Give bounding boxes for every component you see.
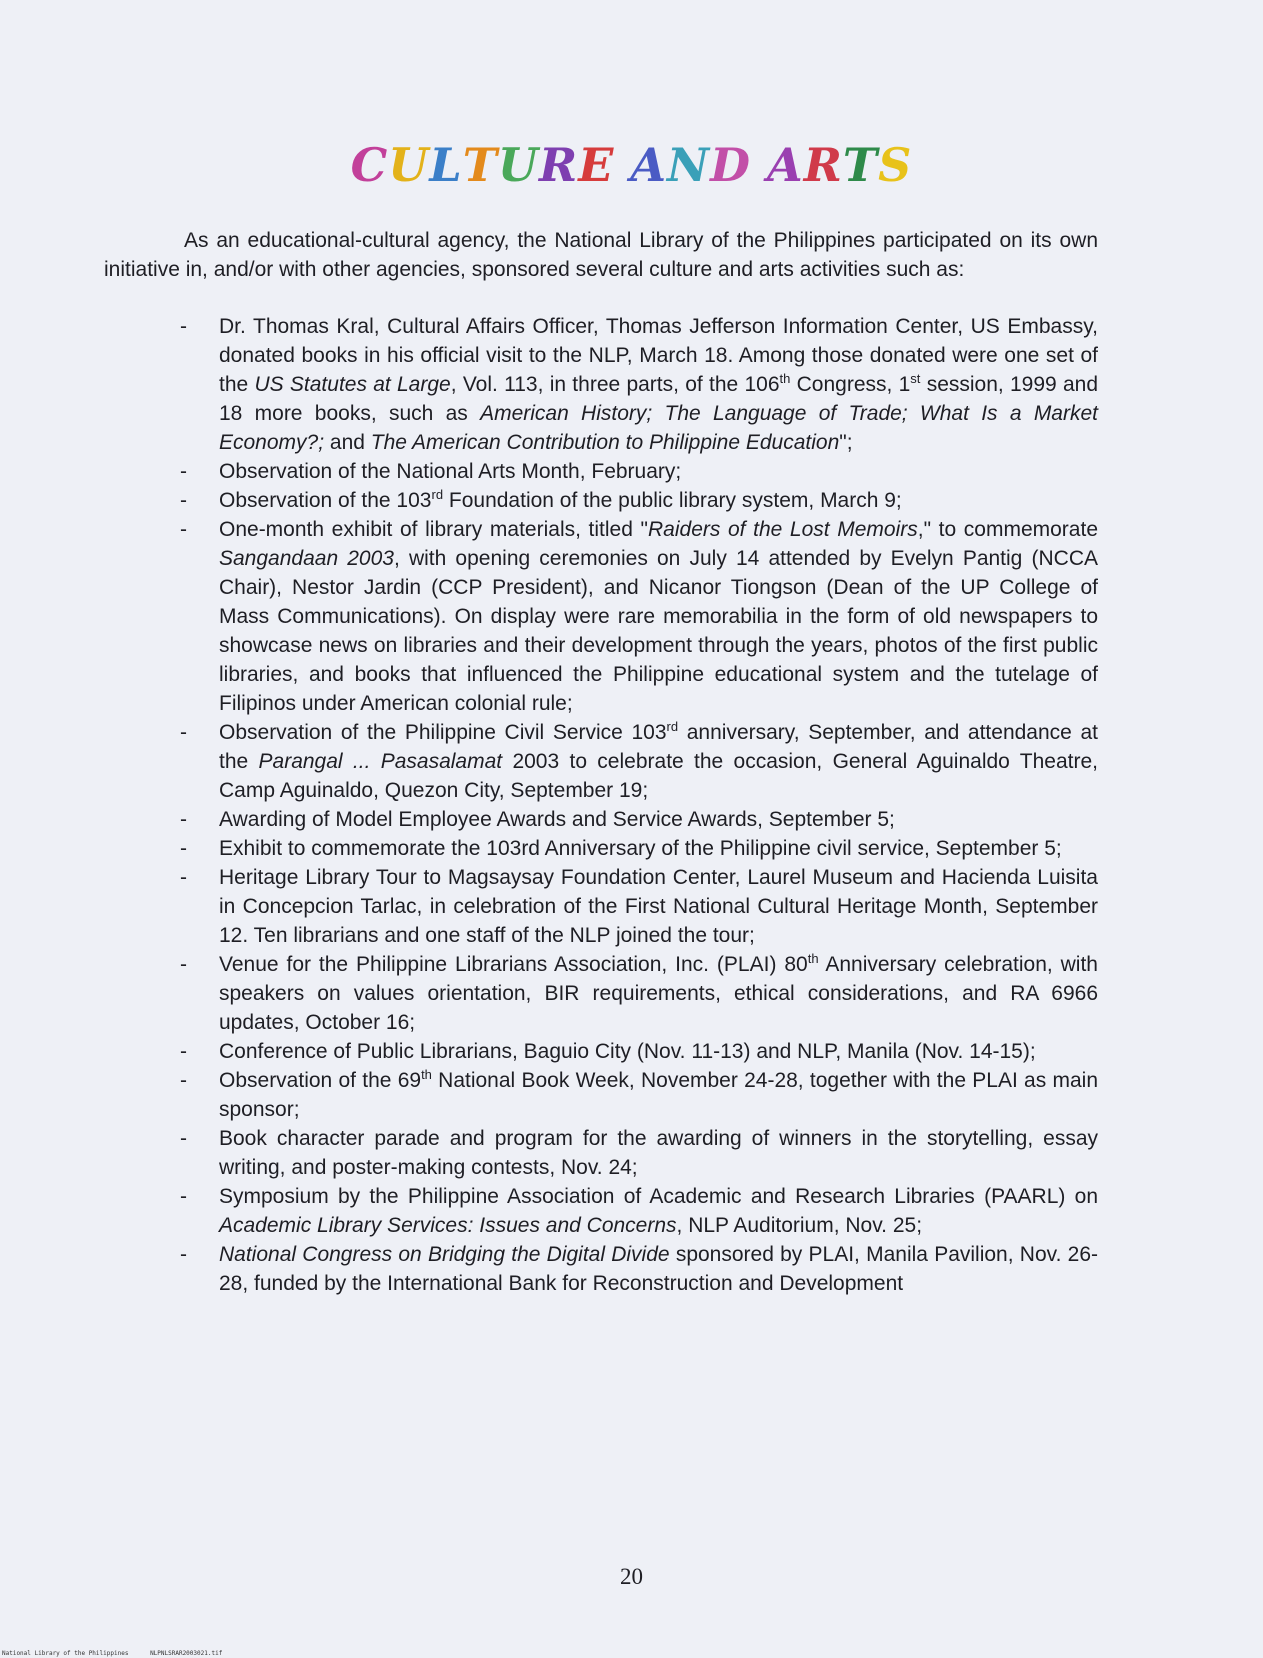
list-item [180, 950, 1098, 1037]
bullet-dash: - [180, 1127, 187, 1150]
list-item [180, 834, 1098, 863]
title-letter [751, 138, 767, 192]
list-item [180, 1124, 1098, 1182]
list-item-text: Observation of the Philippine Civil Service 103rd anniversary, September, and attendance at the Parangal ... Pasasalamat 2003 to celebrate the occasion, General Aguinaldo Theatre, Camp Aguinaldo, Quezon City, September 19; [219, 719, 1098, 802]
bullet-dash: - [180, 721, 187, 744]
title-letter: D [710, 138, 751, 192]
list-item [180, 1182, 1098, 1240]
bullet-dash: - [180, 1185, 187, 1208]
list-item-text: Book character parade and program for the awarding of winners in the storytelling, essay writing, and poster-making contests, Nov. 24; [219, 1127, 1098, 1179]
list-item-text: Observation of the National Arts Month, February; [219, 460, 682, 483]
bullet-dash: - [180, 866, 187, 889]
scan-footer [2, 1650, 240, 1657]
list-item-text: One-month exhibit of library materials, titled "Raiders of the Lost Memoirs," to commemorate Sangandaan 2003, with opening ceremonies on July 14 attended by Evelyn Pantig (NCCA Chair), Nestor Jardin (CCP President), and Nicanor Tiongson (Dean of the UP College of Mass Communications). On display were rare memorabilia in the form of old newspapers to showcase news on libraries and their development through the years, photos of the first public libraries, and books that influenced the Philippine educational system and the tutelage of Filipinos under American colonial rule; [219, 518, 1098, 715]
list-item [180, 1037, 1098, 1066]
list-item-text: Conference of Public Librarians, Baguio City (Nov. 11-13) and NLP, Manila (Nov. 14-15); [219, 1040, 1036, 1063]
list-item [180, 805, 1098, 834]
list-item-text: Observation of the 69th National Book Week, November 24-28, together with the PLAI as main sponsor; [219, 1067, 1098, 1121]
bullet-dash: - [180, 315, 187, 338]
title-letter: U [497, 138, 540, 192]
list-item [180, 457, 1098, 486]
footer-source: National Library of the Philippines [2, 1650, 129, 1657]
page-title [0, 138, 1263, 192]
title-letter: C [350, 138, 389, 192]
list-item-text: National Congress on Bridging the Digital Divide sponsored by PLAI, Manila Pavilion, Nov. 26-28, funded by the International Bank for Reconstruction and Development [219, 1243, 1098, 1295]
list-item [180, 1240, 1098, 1298]
bullet-dash: - [180, 837, 187, 860]
list-item-text: Heritage Library Tour to Magsaysay Foundation Center, Laurel Museum and Hacienda Luisita in Concepcion Tarlac, in celebration of the First National Cultural Heritage Month, September 12. Ten librarians and one staff of the NLP joined the tour; [219, 866, 1098, 947]
title-letter [614, 138, 630, 192]
bullet-dash: - [180, 1069, 187, 1092]
page-number: 20 [620, 1564, 643, 1589]
list-item [180, 312, 1098, 457]
list-item-text: Dr. Thomas Kral, Cultural Affairs Officer, Thomas Jefferson Information Center, US Embassy, donated books in his official visit to the NLP, March 18. Among those donated were one set of the US Statutes at Large, Vol. 113, in three parts, of the 106th Congress, 1st session, 1999 and 18 more books, such as American History; The Language of Trade; What Is a Market Economy?; and The American Contribution to Philippine Education"; [219, 315, 1099, 454]
list-item-text: Exhibit to commemorate the 103rd Anniversary of the Philippine civil service, September 5; [219, 837, 1062, 860]
title-letter: E [578, 138, 615, 192]
bullet-dash: - [180, 808, 187, 831]
title-letter: T [842, 138, 879, 192]
bullet-dash: - [180, 953, 187, 976]
bullet-dash: - [180, 460, 187, 483]
list-item-text: Symposium by the Philippine Association of Academic and Research Libraries (PAARL) on Academic Library Services: Issues and Concerns, NLP Auditorium, Nov. 25; [219, 1185, 1098, 1237]
bullet-dash: - [180, 1243, 187, 1266]
title-letter: L [429, 138, 463, 192]
list-item [180, 718, 1098, 805]
list-item [180, 515, 1098, 718]
title-letter: R [539, 138, 579, 192]
bullet-dash: - [180, 1040, 187, 1063]
list-item-text: Observation of the 103rd Foundation of the public library system, March 9; [219, 487, 902, 512]
bullet-dash: - [180, 518, 187, 541]
title-letter: A [766, 138, 804, 192]
title-letter: N [667, 138, 711, 192]
list-item [180, 486, 1098, 515]
list-item-text: Awarding of Model Employee Awards and Service Awards, September 5; [219, 808, 895, 831]
title-letter: A [630, 138, 668, 192]
title-letter: R [803, 138, 843, 192]
intro-paragraph: As an educational-cultural agency, the National Library of the Philippines participated on its own initiative in, and/or with other agencies, sponsored several culture and arts activities such as: [104, 229, 1098, 281]
activity-list [180, 312, 1098, 1298]
list-item [180, 1066, 1098, 1124]
list-item-text: Venue for the Philippine Librarians Association, Inc. (PLAI) 80th Anniversary celebration, with speakers on values orientation, BIR requirements, ethical considerations, and RA 6966 updates, October 16; [219, 951, 1098, 1034]
title-letter: S [878, 138, 913, 192]
bullet-dash: - [180, 489, 187, 512]
title-letter: T [462, 138, 498, 192]
list-item [180, 863, 1098, 950]
footer-filename: NLPNLSRAR2003021.tif [150, 1650, 223, 1657]
title-letter: U [388, 138, 430, 192]
